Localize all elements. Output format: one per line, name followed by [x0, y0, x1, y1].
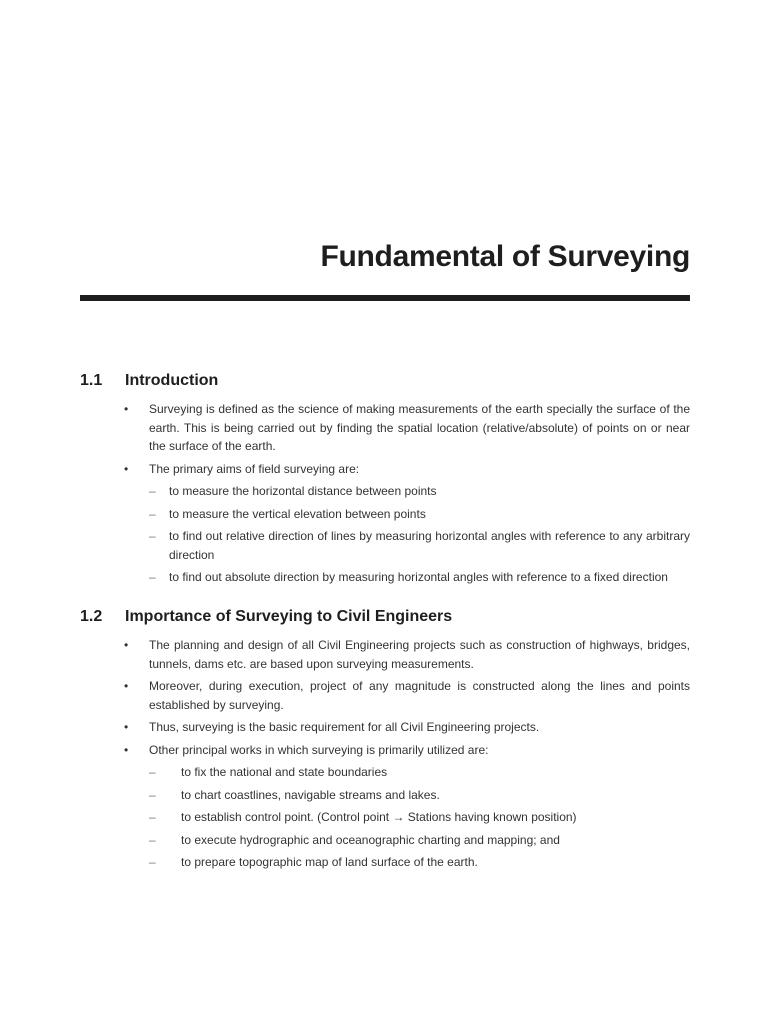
sub-item-text: to prepare topographic map of land surface of the earth.	[181, 855, 478, 869]
dash-icon: –	[149, 570, 156, 584]
chapter-title: Fundamental of Surveying	[320, 240, 690, 273]
sub-item-text: to measure the horizontal distance between points	[169, 484, 437, 498]
sub-list	[149, 482, 690, 587]
bullet-text: Thus, surveying is the basic requirement for all Civil Engineering projects.	[149, 720, 540, 734]
sub-item	[149, 505, 690, 524]
bullet-item	[124, 741, 690, 872]
bullet-icon: •	[124, 720, 129, 734]
bullet-icon: •	[124, 402, 129, 416]
sub-item-text: to chart coastlines, navigable streams and lakes.	[181, 787, 440, 802]
sub-item	[149, 482, 690, 501]
sub-list	[149, 763, 690, 872]
bullet-icon: •	[124, 742, 129, 757]
sub-item	[149, 786, 690, 805]
bullet-text: The primary aims of field surveying are:	[149, 461, 360, 476]
section-introduction	[80, 372, 690, 587]
sub-item	[149, 527, 690, 564]
sub-item-text: to execute hydrographic and oceanographic charting and mapping; and	[181, 832, 560, 847]
dash-icon: –	[149, 765, 156, 779]
section-heading	[80, 608, 690, 632]
dash-icon: –	[149, 810, 156, 824]
bullet-text: Surveying is defined as the science of making measurements of the earth specially the surface of the earth. This is being carried out by finding the spatial location (relative/absolute) of points on or near the surface of the earth.	[149, 402, 690, 453]
dash-icon: –	[149, 787, 156, 802]
sub-item	[149, 831, 690, 850]
sub-item	[149, 568, 690, 587]
section-title: Introduction	[125, 372, 219, 389]
bullet-text: Other principal works in which surveying is primarily utilized are:	[149, 742, 489, 757]
bullet-item	[124, 677, 690, 714]
sub-item-text: to find out relative direction of lines by measuring horizontal angles with reference to any arbitrary direction	[169, 529, 690, 562]
bullet-text: Moreover, during execution, project of any magnitude is constructed along the lines and points established by surveying.	[149, 679, 690, 712]
section-number: 1.2	[80, 608, 103, 625]
dash-icon: –	[149, 529, 156, 543]
chapter-title-rule	[80, 295, 690, 301]
bullet-item	[124, 400, 690, 456]
section-importance	[80, 608, 690, 872]
bullet-list	[124, 400, 690, 587]
bullet-icon: •	[124, 638, 129, 652]
bullet-text: The planning and design of all Civil Engineering projects such as construction of highways, bridges, tunnels, dams etc. are based upon surveying measurements.	[149, 638, 690, 671]
section-title: Importance of Surveying to Civil Engineers	[125, 608, 453, 625]
bullet-item	[124, 460, 690, 587]
sub-item-text: to measure the vertical elevation between points	[169, 506, 426, 521]
sub-item	[149, 808, 690, 827]
sub-item	[149, 763, 690, 782]
section-heading	[80, 372, 690, 396]
bullet-icon: •	[124, 679, 129, 693]
bullet-list	[124, 636, 690, 872]
bullet-icon: •	[124, 461, 129, 476]
dash-icon: –	[149, 855, 156, 869]
sub-item-text: to establish control point. (Control point → Stations having known position)	[181, 810, 577, 824]
bullet-item	[124, 636, 690, 673]
sub-item-text: to fix the national and state boundaries	[181, 765, 388, 779]
dash-icon: –	[149, 832, 156, 847]
bullet-item	[124, 718, 690, 737]
section-number: 1.1	[80, 372, 103, 389]
sub-item-text: to find out absolute direction by measuring horizontal angles with reference to a fixed direction	[169, 570, 668, 584]
sub-item	[149, 853, 690, 872]
dash-icon: –	[149, 506, 156, 521]
dash-icon: –	[149, 484, 156, 498]
